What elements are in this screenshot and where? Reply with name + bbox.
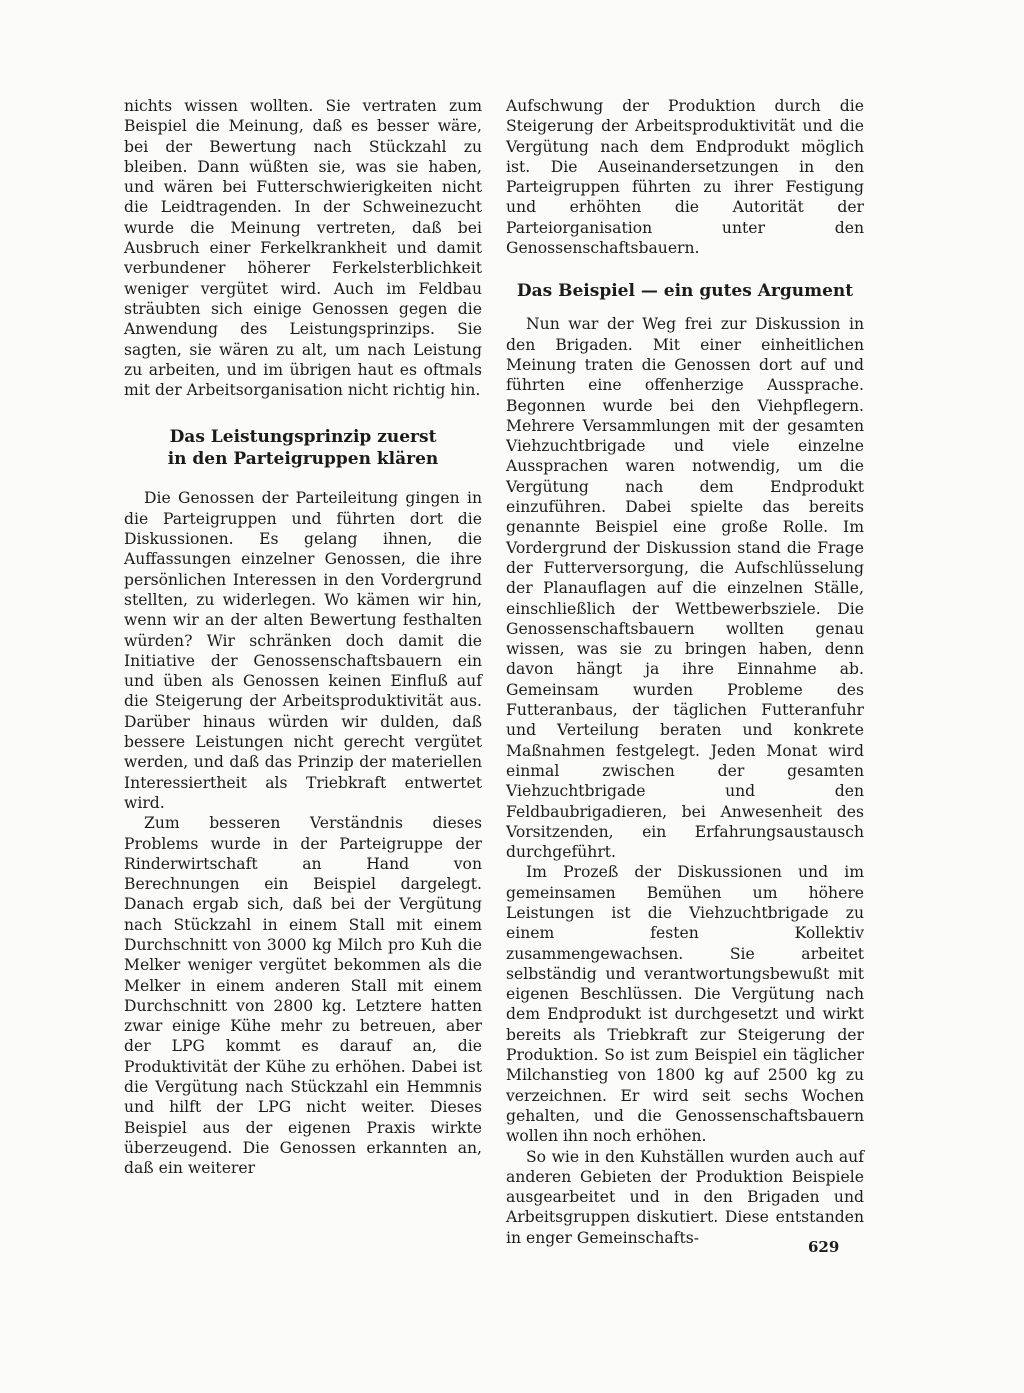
heading-line-1: Das Leistungsprinzip zuerst (169, 427, 437, 448)
paragraph-left-1: nichts wissen wollten. Sie vertraten zum Beispiel die Meinung, daß es besser wäre, bei der Bewertung nach Stückzahl zu bleiben. Dann wüßten sie, was sie haben, und wären bei Futterschwierigkeiten nicht die Leidtragenden. In der Schweinezucht wurde die Meinung vertreten, daß bei Ausbruch einer Ferkelkrankheit und damit verbundener höherer Ferkelsterblichkeit weniger vergütet wird. Auch im Feldbau sträubten sich einige Genossen gegen die Anwendung des Leistungsprinzips. Sie sagten, sie wären zu alt, um nach Leistung zu arbeiten, und im übrigen haut es oftmals mit der Arbeitsorganisation nicht richtig hin. (124, 97, 482, 400)
left-column (124, 96, 482, 1179)
paragraph-left-2: Die Genossen der Parteileitung gingen in die Parteigruppen und führten dort die Diskussionen. Es gelang ihnen, die Auffassungen einzelner Genossen, die ihre persönlichen Interessen in den Vordergrund stellten, zu widerlegen. Wo kämen wir hin, wenn wir an der alten Bewertung festhalten würden? Wir schränken doch damit die Initiative der Genossenschaftsbauern ein und üben als Genossen keinen Einfluß auf die Steigerung der Arbeitsproduktivität aus. Darüber hinaus würden wir dulden, daß bessere Leistungen nicht gerecht vergütet werden, und daß das Prinzip der materiellen Interessiertheit als Triebkraft entwertet wird. (124, 489, 482, 812)
paragraph-right-4: So wie in den Kuhställen wurden auch auf anderen Gebieten der Produktion Beispiele ausgearbeitet und in den Brigaden und Arbeitsgruppen diskutiert. Diese entstanden in enger Gemeinschafts- (506, 1147, 864, 1247)
section-heading-leistungsprinzip (124, 426, 482, 470)
paragraph-left-3: Zum besseren Verständnis dieses Problems wurde in der Parteigruppe der Rinderwirtschaft an Hand von Berechnungen ein Beispiel dargelegt. Danach ergab sich, daß bei der Vergütung nach Stückzahl in einem Stall mit einem Durchschnitt von 3000 kg Milch pro Kuh die Melker weniger vergütet bekommen als die Melker in einem anderen Stall mit einem Durchschnitt von 2800 kg. Letztere hatten zwar einige Kühe mehr zu betreuen, aber der LPG kommt es darauf an, die Produktivität der Kühe zu erhöhen. Dabei ist die Vergütung nach Stückzahl ein Hemmnis und hilft der LPG nicht weiter. Dieses Beispiel aus der eigenen Praxis wirkte überzeugend. Die Genossen erkannten an, daß ein weiterer (124, 814, 482, 1178)
paragraph-right-1: Aufschwung der Produktion durch die Steigerung der Arbeitsproduktivität und die Vergütung nach dem Endprodukt möglich ist. Die Auseinandersetzungen in den Parteigruppen führten zu ihrer Festigung und erhöhten die Autorität der Parteiorganisation unter den Genossenschaftsbauern. (506, 97, 864, 258)
paragraph-right-2: Nun war der Weg frei zur Diskussion in den Brigaden. Mit einer einheitlichen Meinung traten die Genossen dort auf und führten eine offenherzige Aussprache. Begonnen wurde bei den Viehpflegern. Mehrere Versammlungen mit der gesamten Viehzuchtbrigade und viele einzelne Aussprachen waren notwendig, um die Vergütung nach dem Endprodukt einzuführen. Dabei spielte das bereits genannte Beispiel eine große Rolle. Im Vordergrund der Diskussion stand die Frage der Futterversorgung, die Aufschlüsselung der Planauflagen auf die einzelnen Ställe, einschließlich der Wettbewerbsziele. Die Genossenschaftsbauern wollten genau wissen, was sie zu bringen haben, denn davon hängt ja ihre Einnahme ab. Gemeinsam wurden Probleme des Futteranbaus, der täglichen Futteranfuhr und Verteilung beraten und konkrete Maßnahmen festgelegt. Jeden Monat wird einmal zwischen der gesamten Viehzuchtbrigade und den Feldbaubrigadieren, bei Anwesenheit des Vorsitzenden, ein Erfahrungsaustausch durchgeführt. (506, 315, 864, 862)
paragraph-right-3: Im Prozeß der Diskussionen und im gemeinsamen Bemühen um höhere Leistungen ist die Viehzuchtbrigade zu einem festen Kollektiv zusammengewachsen. Sie arbeitet selbständig und verantwortungsbewußt mit eigenen Beschlüssen. Die Vergütung nach dem Endprodukt ist durchgesetzt und wirkt bereits als Triebkraft zur Steigerung der Produktion. So ist zum Beispiel ein täglicher Milchanstieg von 1800 kg auf 2500 kg zu verzeichnen. Er wird seit sechs Wochen gehalten, und die Genossenschaftsbauern wollen ihn noch erhöhen. (506, 863, 864, 1146)
heading-line-2: in den Parteigruppen klären (167, 449, 439, 470)
section-heading-beispiel: Das Beispiel — ein gutes Argument (516, 281, 854, 302)
right-column (506, 96, 864, 1248)
page-number: 629 (808, 1238, 840, 1256)
